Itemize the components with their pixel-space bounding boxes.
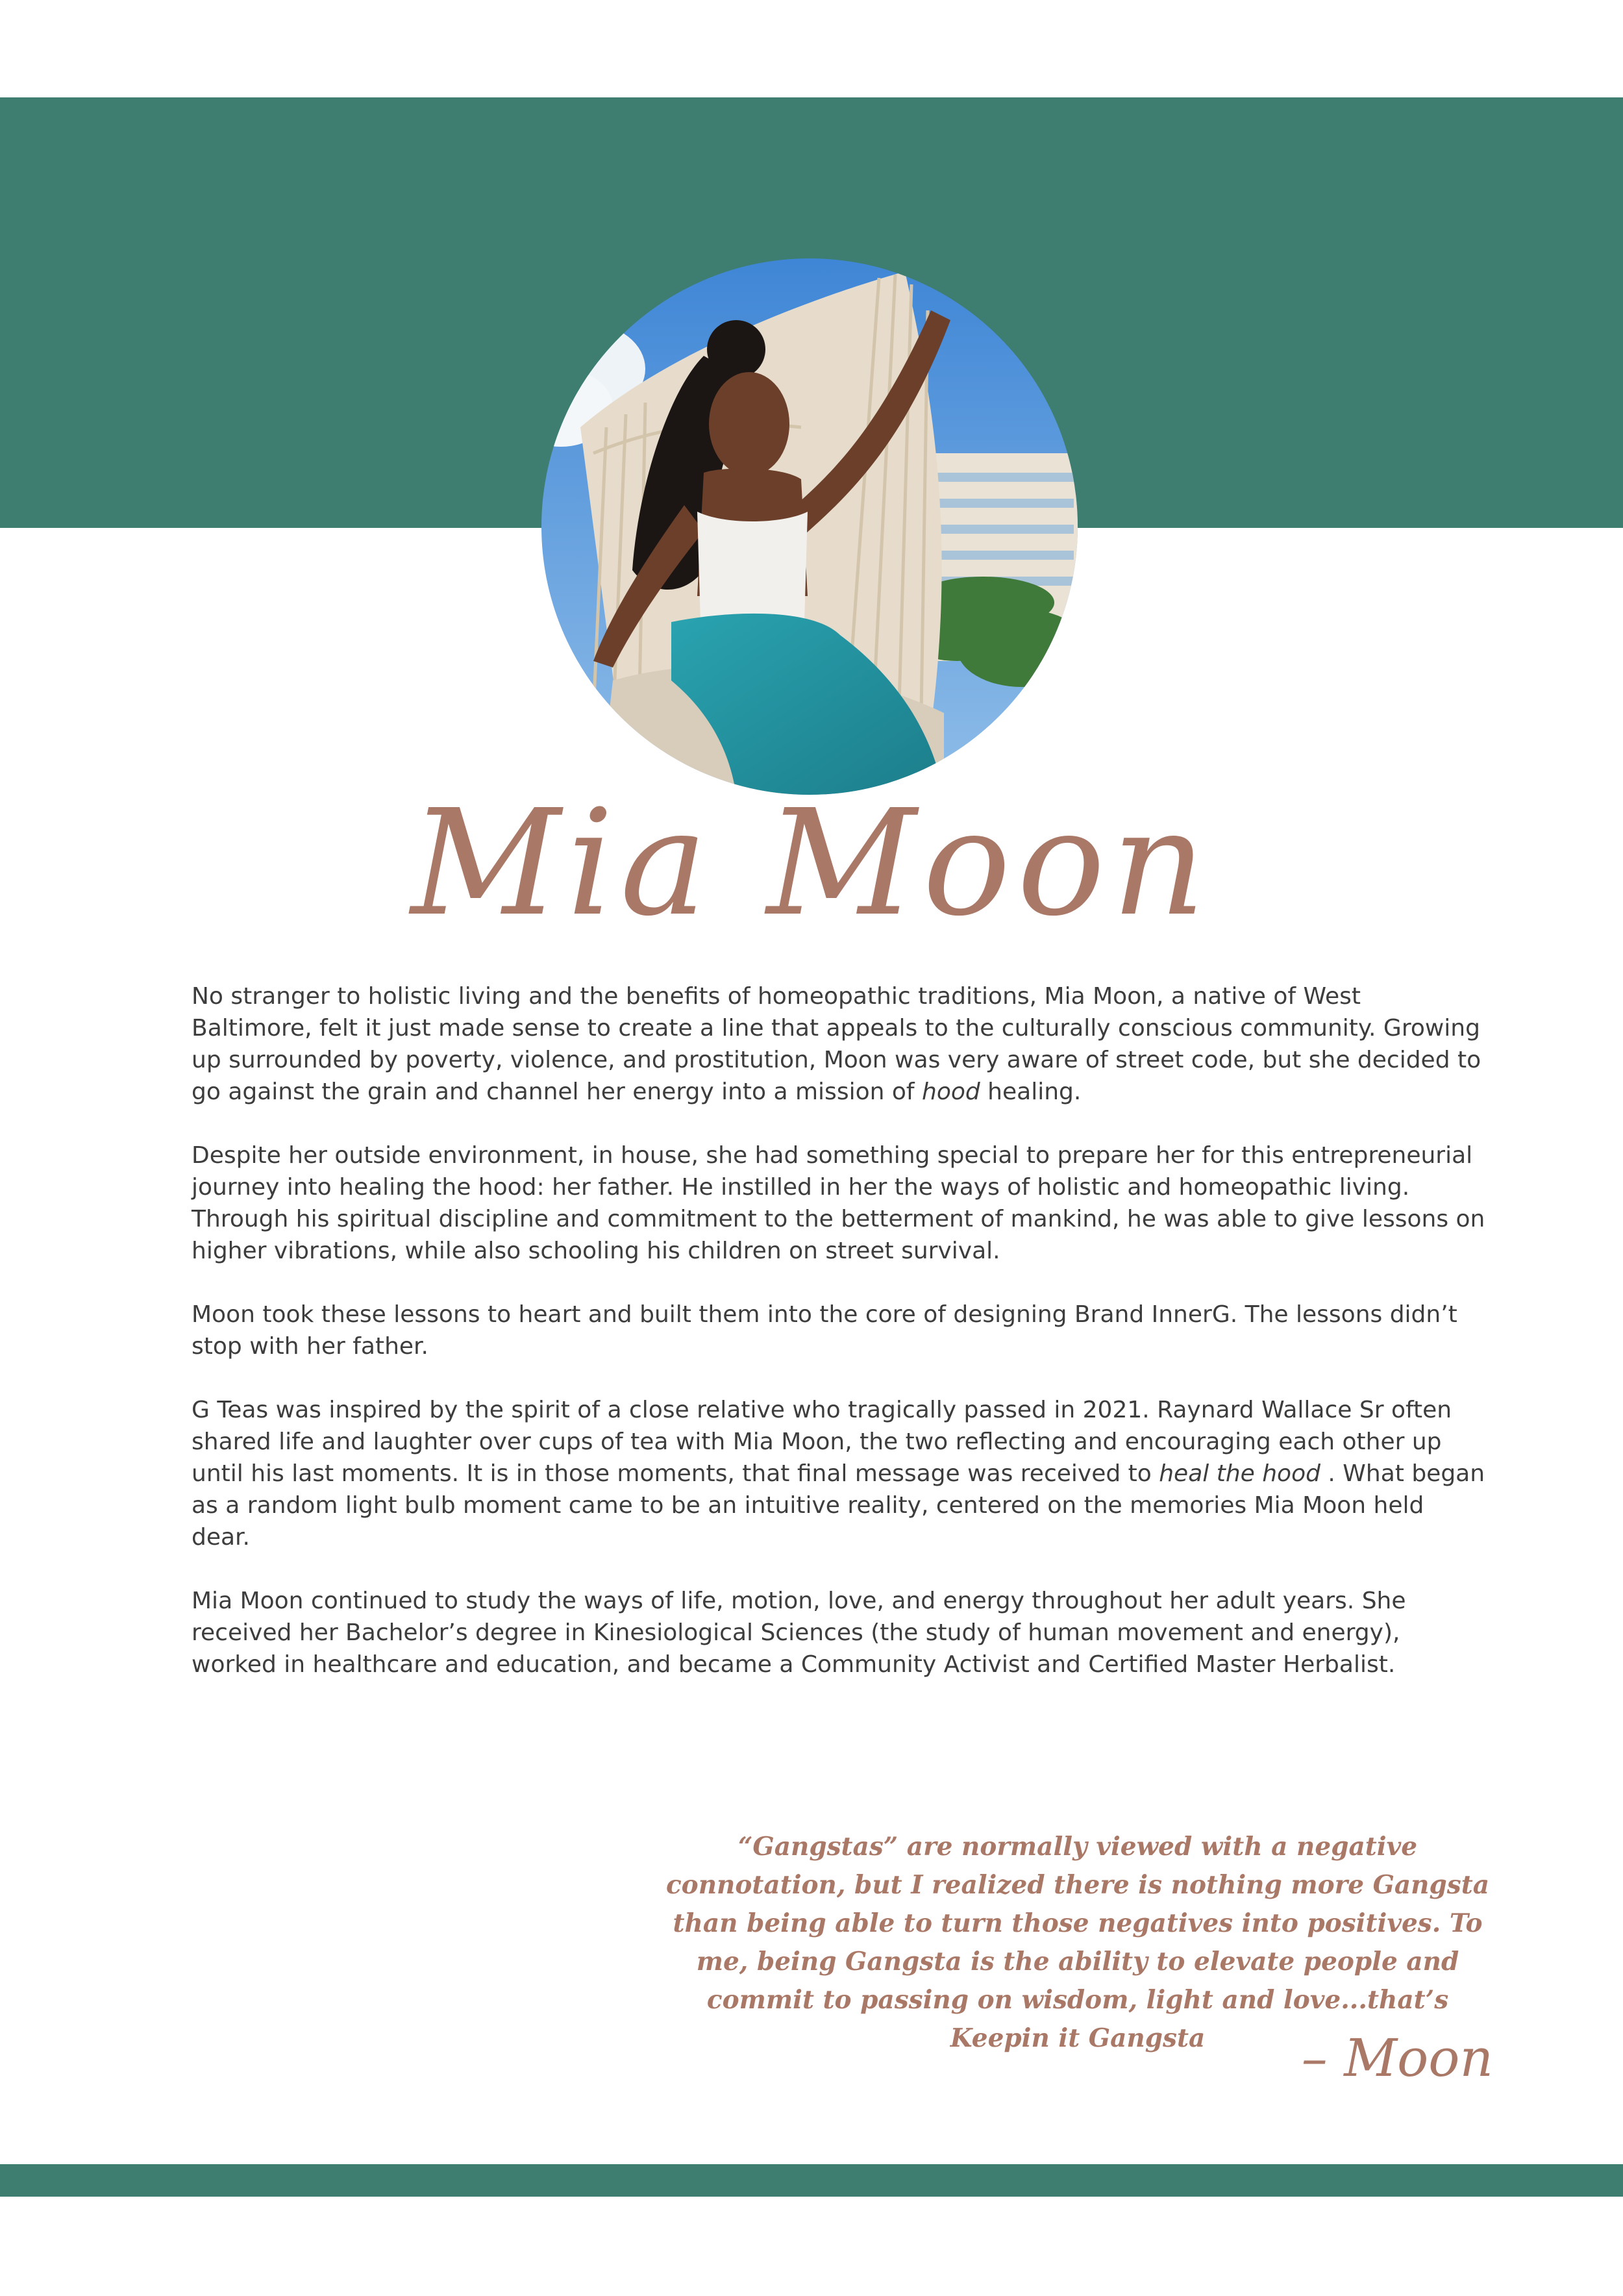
bio-paragraph-3: Moon took these lessons to heart and built them into the core of designing Brand InnerG. The lessons didn’t stop with her father. [192, 1301, 1457, 1360]
bio-paragraph-2: Despite her outside environment, in house, she had something special to prepare her for this entrepreneurial journey into healing the hood: her father. He instilled in her the ways of holistic and homeopathic living. Through his spiritual discipline and commitment to the betterment of mankind, he was able to give lessons on higher vibrations, while also schooling his children on street survival. [192, 1142, 1485, 1264]
portrait-photo-illustration [541, 258, 1078, 795]
biography [192, 980, 1487, 1712]
bottom-color-band [0, 2164, 1623, 2197]
profile-name-heading: Mia Moon [410, 779, 1213, 949]
bio-paragraph-4: G Teas was inspired by the spirit of a close relative who tragically passed in 2021. Raynard Wallace Sr often shared life and laughter over cups of tea with Mia Moon, the two reflecting and encouraging each other up until his last moments. It is in those moments, that final message was received to heal the hood . What began as a random light bulb moment came to be an intuitive reality, centered on the memories Mia Moon held dear. [192, 1397, 1485, 1551]
bio-paragraph-1: No stranger to holistic living and the benefits of homeopathic traditions, Mia Moon, a native of West Baltimore, felt it just made sense to create a line that appeals to the culturally conscious community. Growing up surrounded by poverty, violence, and prostitution, Moon was very aware of street code, but she decided to go against the grain and channel her energy into a mission of hood healing. [192, 983, 1481, 1105]
bio-paragraph-5: Mia Moon continued to study the ways of life, motion, love, and energy throughout her adult years. She received her Bachelor’s degree in Kinesiological Sciences (the study of human movement and energy), worked in healthcare and education, and became a Community Activist and Certified Master Herbalist. [192, 1588, 1406, 1678]
pull-quote: “Gangstas” are normally viewed with a negative connotation, but I realized there is nothing more Gangsta than being able to turn those negatives into positives. To me, being Gangsta is the ability to elevate people and commit to passing on wisdom, light and love...that’s Keepin it Gangsta [665, 1832, 1490, 2053]
quote-attribution: – Moon [1301, 2028, 1493, 2088]
portrait-photo [541, 258, 1078, 795]
